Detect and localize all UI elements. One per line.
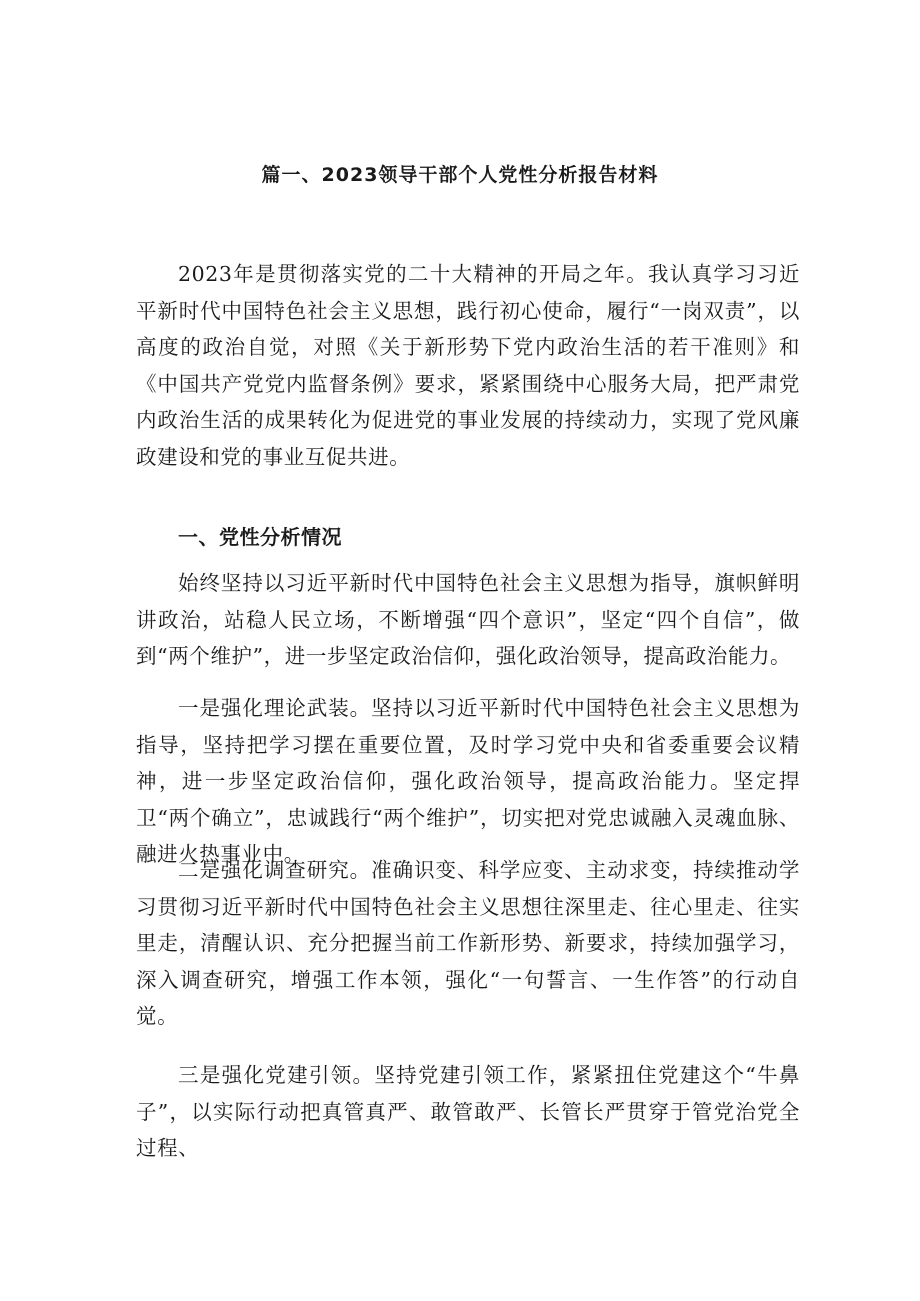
- section-paragraph-2: 一是强化理论武装。坚持以习近平新时代中国特色社会主义思想为指导，坚持把学习摆在重要位置，及时学习党中央和省委重要会议精神，进一步坚定政治信仰，强化政治领导，提高政治能力。坚定捍卫“两个确立”，忠诚践行“两个维护”，切实把对党忠诚融入灵魂血脉、融进火热事业中。: [136, 696, 800, 866]
- section-paragraph-4: 三是强化党建引领。坚持党建引领工作，紧紧扭住党建这个“牛鼻子”，以实际行动把真管真严、敢管敢严、长管长严贯穿于管党治党全过程、: [136, 1063, 800, 1160]
- intro-paragraph: 2023年是贯彻落实党的二十大精神的开局之年。我认真学习习近平新时代中国特色社会主义思想，践行初心使命，履行“一岗双责”，以高度的政治自觉，对照《关于新形势下党内政治生活的若干准则》和《中国共产党党内监督条例》要求，紧紧围绕中心服务大局，把严肃党内政治生活的成果转化为促进党的事业发展的持续动力，实现了党风廉政建设和党的事业互促共进。: [136, 262, 800, 469]
- section-heading: 一、党性分析情况: [178, 525, 342, 549]
- section-paragraph-1: 始终坚持以习近平新时代中国特色社会主义思想为指导，旗帜鲜明讲政治，站稳人民立场，不断增强“四个意识”，坚定“四个自信”，做到“两个维护”，进一步坚定政治信仰，强化政治领导，提高政治能力。: [136, 571, 800, 668]
- document-title: 篇一、2023领导干部个人党性分析报告材料: [261, 164, 659, 186]
- section-paragraph-3: 二是强化调查研究。准确识变、科学应变、主动求变，持续推动学习贯彻习近平新时代中国特色社会主义思想往深里走、往心里走、往实里走，清醒认识、充分把握当前工作新形势、新要求，持续加强学习，深入调查研究，增强工作本领，强化“一句誓言、一生作答”的行动自觉。: [136, 858, 800, 1028]
